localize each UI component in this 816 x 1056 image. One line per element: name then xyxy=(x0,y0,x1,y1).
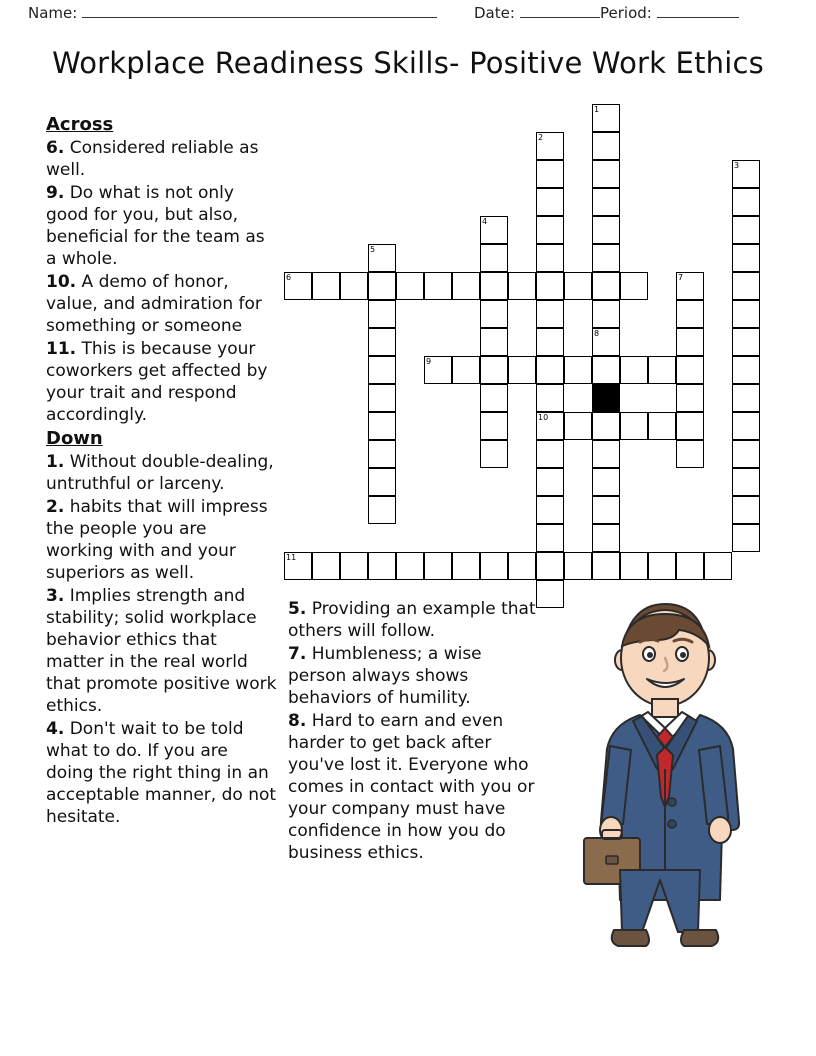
clue-down-3 xyxy=(46,585,278,717)
grid-cell-number: 10 xyxy=(538,413,549,422)
grid-cell[interactable] xyxy=(452,552,480,580)
clue-across-10 xyxy=(46,271,278,337)
grid-cell[interactable] xyxy=(536,440,564,468)
grid-cell[interactable] xyxy=(368,496,396,524)
grid-cell[interactable] xyxy=(676,356,704,384)
grid-cell-number: 9 xyxy=(426,357,432,366)
grid-cell[interactable] xyxy=(536,412,564,440)
clue-text: Do what is not only good for you, but also, beneficial for the team as a whole. xyxy=(46,183,265,269)
grid-cell[interactable] xyxy=(592,524,620,552)
page-title: Workplace Readiness Skills- Positive Work Ethics xyxy=(52,46,764,80)
name-field-group xyxy=(28,4,437,22)
clue-down-8 xyxy=(288,710,536,864)
grid-cell[interactable] xyxy=(732,272,760,300)
clue-down-5 xyxy=(288,598,536,642)
grid-cell[interactable] xyxy=(676,440,704,468)
grid-cell-number: 1 xyxy=(594,105,600,114)
clue-down-4 xyxy=(46,718,278,828)
grid-cell[interactable] xyxy=(592,440,620,468)
grid-cell[interactable] xyxy=(536,552,564,580)
grid-cell-number: 7 xyxy=(678,273,684,282)
grid-cell[interactable] xyxy=(732,328,760,356)
clue-across-9 xyxy=(46,182,278,270)
clue-text: A demo of honor, value, and admiration for something or someone xyxy=(46,272,262,336)
grid-cell[interactable] xyxy=(396,272,424,300)
grid-cell[interactable] xyxy=(732,356,760,384)
clue-text: Providing an example that others will follow. xyxy=(288,599,536,641)
grid-cell[interactable] xyxy=(676,328,704,356)
clue-number: 6. xyxy=(46,138,65,158)
grid-cell[interactable] xyxy=(732,496,760,524)
grid-cell[interactable] xyxy=(592,216,620,244)
grid-cell[interactable] xyxy=(536,468,564,496)
grid-cell[interactable] xyxy=(732,440,760,468)
grid-cell-blocked xyxy=(592,384,620,412)
clues-column-left xyxy=(46,112,278,829)
grid-cell-number: 3 xyxy=(734,161,740,170)
grid-cell[interactable] xyxy=(592,132,620,160)
grid-cell-number: 8 xyxy=(594,329,600,338)
clue-text: Considered reliable as well. xyxy=(46,138,259,180)
grid-cell[interactable] xyxy=(676,384,704,412)
grid-cell[interactable] xyxy=(536,384,564,412)
clue-across-11 xyxy=(46,338,278,426)
grid-cell[interactable] xyxy=(480,384,508,412)
clue-text: This is because your coworkers get affected by your trait and respond accordingly. xyxy=(46,339,268,425)
grid-cell-number: 4 xyxy=(482,217,488,226)
clue-number: 4. xyxy=(46,719,65,739)
name-label: Name: xyxy=(28,4,78,22)
period-input-rule[interactable] xyxy=(657,17,739,18)
grid-cell[interactable] xyxy=(592,328,620,356)
grid-cell[interactable] xyxy=(592,356,620,384)
clue-down-7 xyxy=(288,643,536,709)
grid-cell[interactable] xyxy=(536,580,564,608)
grid-cell-number: 2 xyxy=(538,133,544,142)
date-label: Date: xyxy=(474,4,515,22)
grid-cell[interactable] xyxy=(536,496,564,524)
grid-cell[interactable] xyxy=(452,356,480,384)
clue-number: 5. xyxy=(288,599,307,619)
grid-cell[interactable] xyxy=(592,496,620,524)
grid-cell[interactable] xyxy=(732,468,760,496)
grid-cell[interactable] xyxy=(368,300,396,328)
grid-cell[interactable] xyxy=(564,356,592,384)
clue-number: 11. xyxy=(46,339,77,359)
grid-cell[interactable] xyxy=(536,244,564,272)
grid-cell[interactable] xyxy=(368,384,396,412)
worksheet-header xyxy=(0,0,816,30)
grid-cell[interactable] xyxy=(592,244,620,272)
grid-cell[interactable] xyxy=(396,552,424,580)
grid-cell[interactable] xyxy=(564,272,592,300)
grid-cell[interactable] xyxy=(592,160,620,188)
grid-cell[interactable] xyxy=(732,244,760,272)
grid-cell[interactable] xyxy=(732,216,760,244)
grid-cell[interactable] xyxy=(480,328,508,356)
grid-cell-number: 5 xyxy=(370,245,376,254)
period-field-group xyxy=(600,4,739,22)
grid-cell[interactable] xyxy=(676,300,704,328)
grid-cell[interactable] xyxy=(648,552,676,580)
grid-cell-number: 11 xyxy=(286,553,297,562)
grid-cell[interactable] xyxy=(676,412,704,440)
grid-cell[interactable] xyxy=(592,188,620,216)
grid-cell[interactable] xyxy=(592,300,620,328)
clue-text: Humbleness; a wise person always shows behaviors of humility. xyxy=(288,644,482,708)
grid-cell[interactable] xyxy=(368,440,396,468)
clue-down-1 xyxy=(46,451,278,495)
clue-number: 8. xyxy=(288,711,307,731)
clue-text: Implies strength and stability; solid workplace behavior ethics that matter in the real world that promote positive work ethics. xyxy=(46,586,277,716)
grid-cell[interactable] xyxy=(368,356,396,384)
grid-cell[interactable] xyxy=(368,552,396,580)
grid-cell[interactable] xyxy=(620,552,648,580)
grid-cell[interactable] xyxy=(564,552,592,580)
grid-cell[interactable] xyxy=(592,552,620,580)
grid-cell[interactable] xyxy=(480,216,508,244)
grid-cell[interactable] xyxy=(536,272,564,300)
period-label: Period: xyxy=(600,4,652,22)
clue-number: 3. xyxy=(46,586,65,606)
across-heading: Across xyxy=(46,114,114,135)
grid-cell[interactable] xyxy=(508,356,536,384)
grid-cell[interactable] xyxy=(312,552,340,580)
clue-across-6 xyxy=(46,137,278,181)
grid-cell[interactable] xyxy=(536,216,564,244)
grid-cell[interactable] xyxy=(536,300,564,328)
date-field-group xyxy=(474,4,600,22)
grid-cell[interactable] xyxy=(592,104,620,132)
grid-cell[interactable] xyxy=(424,356,452,384)
clue-text: Without double-dealing, untruthful or larceny. xyxy=(46,452,274,494)
grid-cell[interactable] xyxy=(480,356,508,384)
grid-cell[interactable] xyxy=(536,328,564,356)
grid-cell[interactable] xyxy=(732,412,760,440)
grid-cell[interactable] xyxy=(480,412,508,440)
grid-cell[interactable] xyxy=(732,188,760,216)
grid-cell[interactable] xyxy=(704,552,732,580)
grid-cell[interactable] xyxy=(284,552,312,580)
grid-cell[interactable] xyxy=(368,468,396,496)
grid-cell[interactable] xyxy=(536,160,564,188)
clue-text: Hard to earn and even harder to get back after you've lost it. Everyone who comes in contact with you or your company must have confidence in how you do business ethics. xyxy=(288,711,535,863)
grid-cell-number: 6 xyxy=(286,273,292,282)
grid-cell[interactable] xyxy=(648,412,676,440)
grid-cell[interactable] xyxy=(536,356,564,384)
grid-cell[interactable] xyxy=(592,412,620,440)
grid-cell[interactable] xyxy=(480,244,508,272)
grid-cell[interactable] xyxy=(620,272,648,300)
grid-cell[interactable] xyxy=(480,300,508,328)
clues-column-right xyxy=(288,598,536,865)
grid-cell[interactable] xyxy=(732,160,760,188)
grid-cell[interactable] xyxy=(732,300,760,328)
grid-cell[interactable] xyxy=(620,356,648,384)
grid-cell[interactable] xyxy=(340,552,368,580)
grid-cell[interactable] xyxy=(564,412,592,440)
clue-number: 9. xyxy=(46,183,65,203)
clue-number: 1. xyxy=(46,452,65,472)
grid-cell[interactable] xyxy=(592,468,620,496)
grid-cell[interactable] xyxy=(536,524,564,552)
clue-number: 2. xyxy=(46,497,65,517)
clue-down-2 xyxy=(46,496,278,584)
grid-cell[interactable] xyxy=(732,524,760,552)
grid-cell[interactable] xyxy=(368,412,396,440)
grid-cell[interactable] xyxy=(676,272,704,300)
grid-cell[interactable] xyxy=(424,552,452,580)
date-input-rule[interactable] xyxy=(520,17,600,18)
businessman-illustration xyxy=(570,586,760,962)
grid-cell[interactable] xyxy=(508,552,536,580)
grid-cell[interactable] xyxy=(676,552,704,580)
grid-cell[interactable] xyxy=(340,272,368,300)
grid-cell[interactable] xyxy=(536,188,564,216)
grid-cell[interactable] xyxy=(480,272,508,300)
down-heading: Down xyxy=(46,428,103,449)
grid-cell[interactable] xyxy=(452,272,480,300)
grid-cell[interactable] xyxy=(368,244,396,272)
grid-cell[interactable] xyxy=(732,384,760,412)
grid-cell[interactable] xyxy=(284,272,312,300)
grid-cell[interactable] xyxy=(592,272,620,300)
name-input-rule[interactable] xyxy=(82,17,437,18)
grid-cell[interactable] xyxy=(508,272,536,300)
grid-cell[interactable] xyxy=(368,328,396,356)
crossword-grid[interactable] xyxy=(284,104,788,596)
grid-cell[interactable] xyxy=(480,440,508,468)
grid-cell[interactable] xyxy=(536,132,564,160)
grid-cell[interactable] xyxy=(620,412,648,440)
clue-text: Don't wait to be told what to do. If you are doing the right thing in an acceptable manner, do not hesitate. xyxy=(46,719,277,827)
clue-number: 10. xyxy=(46,272,77,292)
clue-text: habits that will impress the people you are working with and your superiors as well. xyxy=(46,497,268,583)
grid-cell[interactable] xyxy=(312,272,340,300)
grid-cell[interactable] xyxy=(368,272,396,300)
grid-cell[interactable] xyxy=(424,272,452,300)
clue-number: 7. xyxy=(288,644,307,664)
grid-cell[interactable] xyxy=(648,356,676,384)
grid-cell[interactable] xyxy=(480,552,508,580)
